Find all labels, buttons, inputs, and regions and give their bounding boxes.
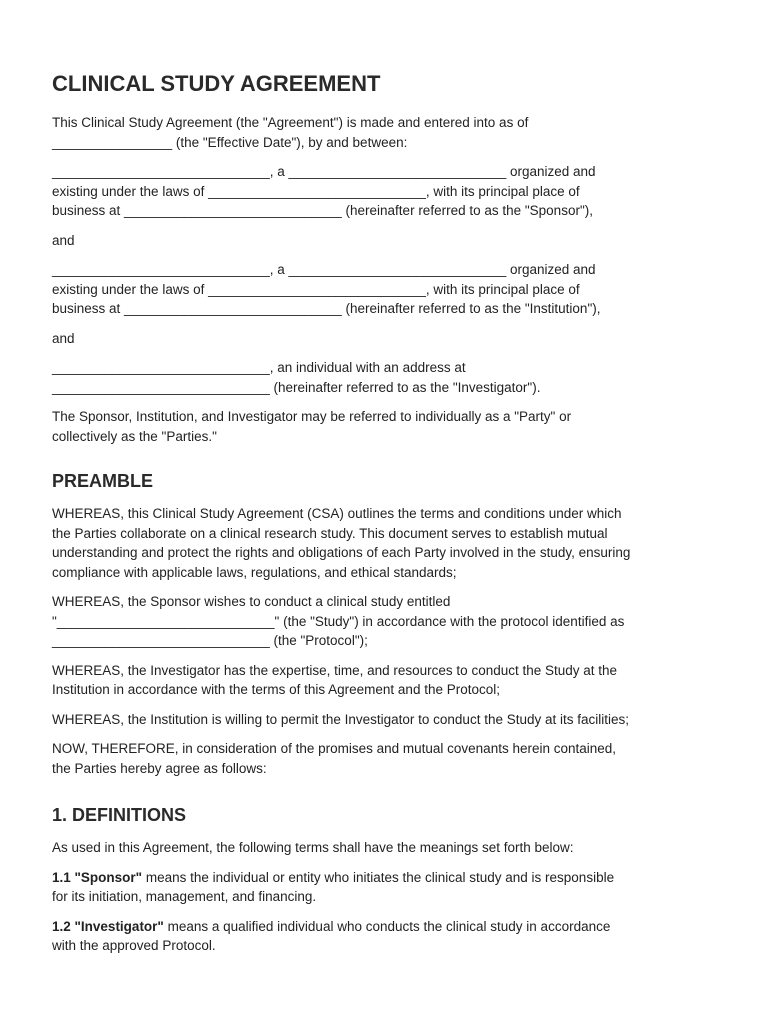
and-separator-2: and [52,330,75,346]
preamble-paragraph-2 [52,592,732,651]
preamble-paragraph-1 [52,504,732,582]
parties-paragraph [52,407,732,446]
document-page [52,70,732,966]
investigator-line-1: _____________________________, an individual with an address at [52,360,466,375]
institution-line-1: _____________________________, a _____________________________ organized and [52,262,596,277]
intro-line-1: This Clinical Study Agreement (the "Agreement") is made and entered into as of [52,115,529,130]
institution-line-3: business at _____________________________ (hereinafter referred to as the "Institution"), [52,301,601,316]
institution-paragraph [52,260,732,319]
preamble-paragraph-4: WHEREAS, the Institution is willing to permit the Investigator to conduct the Study at its facilities; [52,711,630,727]
definitions-intro: As used in this Agreement, the following terms shall have the meanings set forth below: [52,840,574,855]
preamble-p3-line-1: WHEREAS, the Investigator has the expertise, time, and resources to conduct the Study at the [52,662,618,678]
preamble-p1-line-2: the Parties collaborate on a clinical research study. This document serves to establish mutual [52,525,608,541]
preamble-p5-line-1: NOW, THEREFORE, in consideration of the promises and mutual covenants herein contained, [52,741,617,756]
preamble-heading: PREAMBLE [52,471,154,491]
preamble-paragraph-5 [52,739,732,778]
preamble-p1-line-3: understanding and protect the rights and obligations of each Party involved in the study, ensuring [52,545,631,560]
parties-line-2: collectively as the "Parties." [52,428,217,444]
definition-sponsor-line-1: means the individual or entity who initiates the clinical study and is responsible [142,869,615,885]
definitions-heading: 1. DEFINITIONS [52,805,187,825]
document-title: CLINICAL STUDY AGREEMENT [52,71,381,96]
intro-paragraph [52,113,732,152]
intro-line-2: ________________ (the "Effective Date"), by and between: [52,134,408,150]
preamble-p2-line-1: WHEREAS, the Sponsor wishes to conduct a clinical study entitled [52,594,451,609]
and-separator-1: and [52,232,75,248]
parties-line-1: The Sponsor, Institution, and Investigator may be referred to individually as a "Party" or [52,409,572,424]
preamble-p3-line-2: Institution in accordance with the terms of this Agreement and the Protocol; [52,682,500,697]
preamble-p1-line-4: compliance with applicable laws, regulations, and ethical standards; [52,564,457,580]
investigator-line-2: _____________________________ (hereinafter referred to as the "Investigator"). [52,379,541,395]
sponsor-line-2: existing under the laws of _____________________________, with its principal place of [52,183,580,199]
preamble-p2-line-2: "_____________________________" (the "Study") in accordance with the protocol identified as [52,613,625,629]
sponsor-paragraph [52,162,732,221]
definition-investigator [52,917,732,956]
investigator-paragraph [52,358,732,397]
preamble-paragraph-3 [52,661,732,700]
definition-investigator-line-1: means a qualified individual who conducts the clinical study in accordance [163,918,611,934]
sponsor-line-1: _____________________________, a _____________________________ organized and [52,164,596,179]
definition-sponsor [52,868,732,907]
sponsor-line-3: business at _____________________________ (hereinafter referred to as the "Sponsor"), [52,203,593,218]
institution-line-2: existing under the laws of _____________________________, with its principal place of [52,281,580,297]
definition-sponsor-term: 1.1 "Sponsor" [52,869,143,885]
preamble-p2-line-3: _____________________________ (the "Protocol"); [52,633,368,648]
definition-sponsor-line-2: for its initiation, management, and financing. [52,889,317,904]
preamble-p5-line-2: the Parties hereby agree as follows: [52,760,267,776]
definition-investigator-line-2: with the approved Protocol. [52,938,216,953]
preamble-p1-line-1: WHEREAS, this Clinical Study Agreement (CSA) outlines the terms and conditions under which [52,506,622,521]
definition-investigator-term: 1.2 "Investigator" [52,918,164,934]
